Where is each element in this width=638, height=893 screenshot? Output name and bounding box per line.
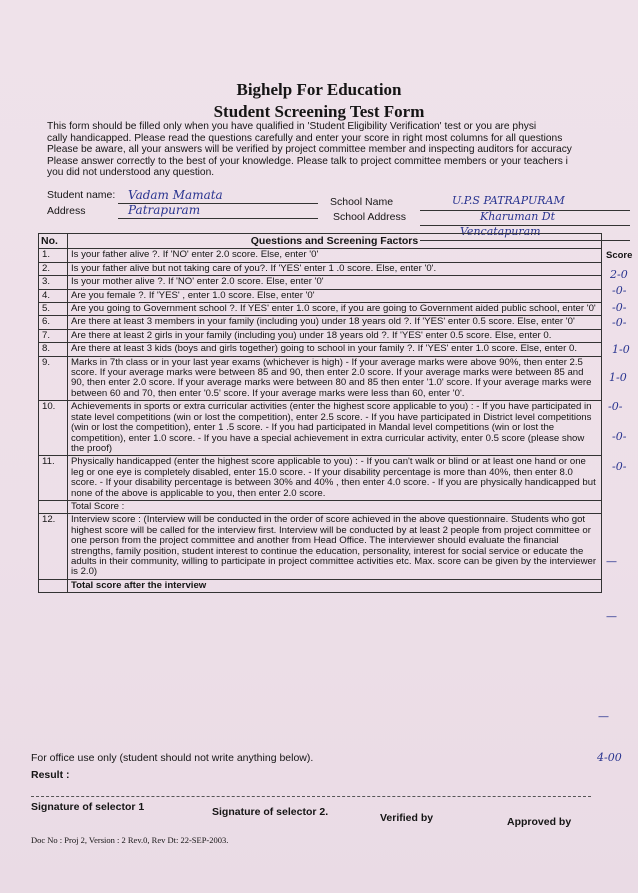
- row-question: Are you going to Government school ?. If YES' enter 1.0 score, if you are going to Government aided public school, enter '0': [68, 303, 602, 316]
- row-number: 5.: [39, 303, 68, 316]
- col-questions-header: Questions and Screening Factors: [68, 234, 602, 249]
- table-row: [39, 514, 602, 579]
- student-name-label: Student name:: [47, 189, 116, 201]
- form-title: Bighelp For Education: [236, 80, 402, 99]
- table-row: [39, 262, 602, 275]
- verified-by: Verified by: [380, 812, 434, 824]
- result-label: Result :: [31, 769, 70, 781]
- score-value[interactable]: -0-: [612, 460, 627, 473]
- selector-1-signature: Signature of selector 1: [31, 801, 145, 813]
- score-value[interactable]: -0-: [612, 430, 627, 443]
- row-number: 10.: [39, 401, 68, 456]
- school-address-value-2[interactable]: Vencatapuram: [460, 225, 541, 238]
- row-question: Are you female ?. If 'YES' , enter 1.0 score. Else, enter '0': [68, 289, 602, 302]
- score-value[interactable]: —: [598, 710, 609, 723]
- row-number: 4.: [39, 289, 68, 302]
- row-number: 12.: [39, 514, 68, 579]
- row-number: 7.: [39, 329, 68, 342]
- intro-line: Please answer correctly to the best of your knowledge. Please talk to project committee members or your teachers i: [47, 155, 568, 167]
- document-number: Doc No : Proj 2, Version : 2 Rev.0, Rev Dt: 22-SEP-2003.: [31, 835, 229, 845]
- total-score-label: Total Score :: [68, 500, 602, 513]
- row-question: Are there at least 3 kids (boys and girls together) going to school in your family ?. If 'YES' enter 1.0 score. Else, enter 0.: [68, 343, 602, 356]
- row-number: 11.: [39, 456, 68, 501]
- score-value[interactable]: -0-: [612, 284, 627, 297]
- address-line: [118, 218, 318, 219]
- table-row: [39, 401, 602, 456]
- score-value[interactable]: —: [606, 610, 617, 623]
- table-header-row: [39, 234, 602, 249]
- table-row: [39, 303, 602, 316]
- row-question: Are there at least 3 members in your family (including you) under 18 years old ?. If 'YES' enter 0.5 score. Else, enter '0': [68, 316, 602, 329]
- intro-line: you did not understood any question.: [47, 167, 215, 179]
- score-value[interactable]: -0-: [608, 400, 623, 413]
- score-value[interactable]: 2-0: [610, 268, 628, 281]
- bleed-through-text: [150, 58, 153, 68]
- table-row: [39, 329, 602, 342]
- row-question: Is your mother alive ?. If 'NO' enter 2.0 score. Else, enter '0': [68, 276, 602, 289]
- total-after-interview-row: [39, 579, 602, 592]
- col-score-header: Score: [606, 250, 633, 261]
- screening-table: [38, 233, 602, 593]
- row-question: Physically handicapped (enter the highest score applicable to you) : - If you can't walk or blind or at least one hand or one leg or one eye is completely disabled, enter 15.0 score. - If your disability percentage is more than 40%, then enter 8.0 score. - If your disability percentage is between 30% and 40% , then enter 4.0 score. - If you are physically handicapped but none of the above is applicable to you, then enter 2.0 score.: [68, 456, 602, 501]
- score-value[interactable]: —: [606, 555, 617, 568]
- row-number: 3.: [39, 276, 68, 289]
- intro-line: cally handicapped. Please read the questions carefully and enter your score in right most columns for all questions: [47, 132, 563, 144]
- intro-line: Please be aware, all your answers will be verified by project committee member and inspecting auditors for accuracy: [47, 144, 572, 156]
- table-row: [39, 249, 602, 262]
- row-question: Marks in 7th class or in your last year exams (whichever is high) - If your average marks were above 90%, then enter 2.5 score. If your average marks were between 85 and 90, then enter 2.0 score. If your average marks were between 85 and 90, then enter 2.0 score. If your average marks were between 80 and 85 then enter '1.0' score. If your average marks were between 60 and 70, then enter '0.5' score. If your average marks were less than 60, enter '0'.: [68, 356, 602, 401]
- row-number: 9.: [39, 356, 68, 401]
- col-no-header: No.: [39, 234, 68, 249]
- row-question: Interview score : (Interview will be conducted in the order of score achieved in the above questionnaire. Students who got highest score will be called for the interview first. Interview will be conducted by at least 2 people from project committee or one person from the project committee and another from Head Office. The interviewer should evaluate the financial strengths, family position, student interest to continue the education, personality, interest for social service or educate the adults in their community, willing to participate in project committee activities etc. Max. score can be given by the interviewer is 2.0): [68, 514, 602, 579]
- table-row: [39, 456, 602, 501]
- score-value[interactable]: -0-: [612, 301, 627, 314]
- result-line: [31, 796, 591, 797]
- table-row: [39, 356, 602, 401]
- table-row: [39, 343, 602, 356]
- row-number-empty: [39, 500, 68, 513]
- row-question: Is your father alive ?. If 'NO' enter 2.0 score. Else, enter '0': [68, 249, 602, 262]
- total-after-interview-label: Total score after the interview: [68, 579, 602, 592]
- school-address-label: School Address: [333, 211, 406, 223]
- form-subtitle: Student Screening Test Form: [213, 102, 425, 121]
- total-score-row: [39, 500, 602, 513]
- approved-by: Approved by: [507, 816, 572, 828]
- student-name-value[interactable]: Vadam Mamata: [128, 188, 223, 202]
- school-address-value-1[interactable]: Kharuman Dt: [480, 210, 556, 223]
- selector-2-signature: Signature of selector 2.: [212, 806, 329, 818]
- row-question: Achievements in sports or extra curricular activities (enter the highest score applicable to you) : - If you have participated in state level competitions (win or lost the competition), enter 2.5 score. - If you have participated in District level competitions (win or lost the competition), enter 1 .5 score. - If you had participated in Mandal level competitions (win or lost the competition), enter 1.0 score. - If you have a special achievement in extra curricular activity, enter 0.5 score (please show the proof): [68, 401, 602, 456]
- table-row: [39, 316, 602, 329]
- score-value[interactable]: -0-: [612, 316, 627, 329]
- row-question: Is your father alive but not taking care of you?. If 'YES' enter 1 .0 score. Else, enter '0'.: [68, 262, 602, 275]
- row-number: 8.: [39, 343, 68, 356]
- total-after-interview-value[interactable]: 4-00: [597, 751, 622, 764]
- address-label: Address: [47, 205, 86, 217]
- office-use-note: For office use only (student should not write anything below).: [31, 752, 314, 764]
- table-row: [39, 289, 602, 302]
- row-number: 2.: [39, 262, 68, 275]
- school-name-label: School Name: [330, 196, 394, 208]
- row-number: 6.: [39, 316, 68, 329]
- score-value[interactable]: 1-0: [609, 371, 627, 384]
- intro-line: This form should be filled only when you have qualified in 'Student Eligibility Verification' test or you are physi: [47, 121, 537, 132]
- intro-text: [47, 121, 637, 179]
- address-value[interactable]: Patrapuram: [128, 203, 201, 217]
- school-name-value[interactable]: U.P.S PATRAPURAM: [452, 194, 565, 207]
- score-value[interactable]: 1-0: [612, 343, 630, 356]
- row-number: 1.: [39, 249, 68, 262]
- row-number-empty: [39, 579, 68, 592]
- table-row: [39, 276, 602, 289]
- row-question: Are there at least 2 girls in your family (including you) under 18 years old ?. If 'YES' enter 0.5 score. Else, enter 0.: [68, 329, 602, 342]
